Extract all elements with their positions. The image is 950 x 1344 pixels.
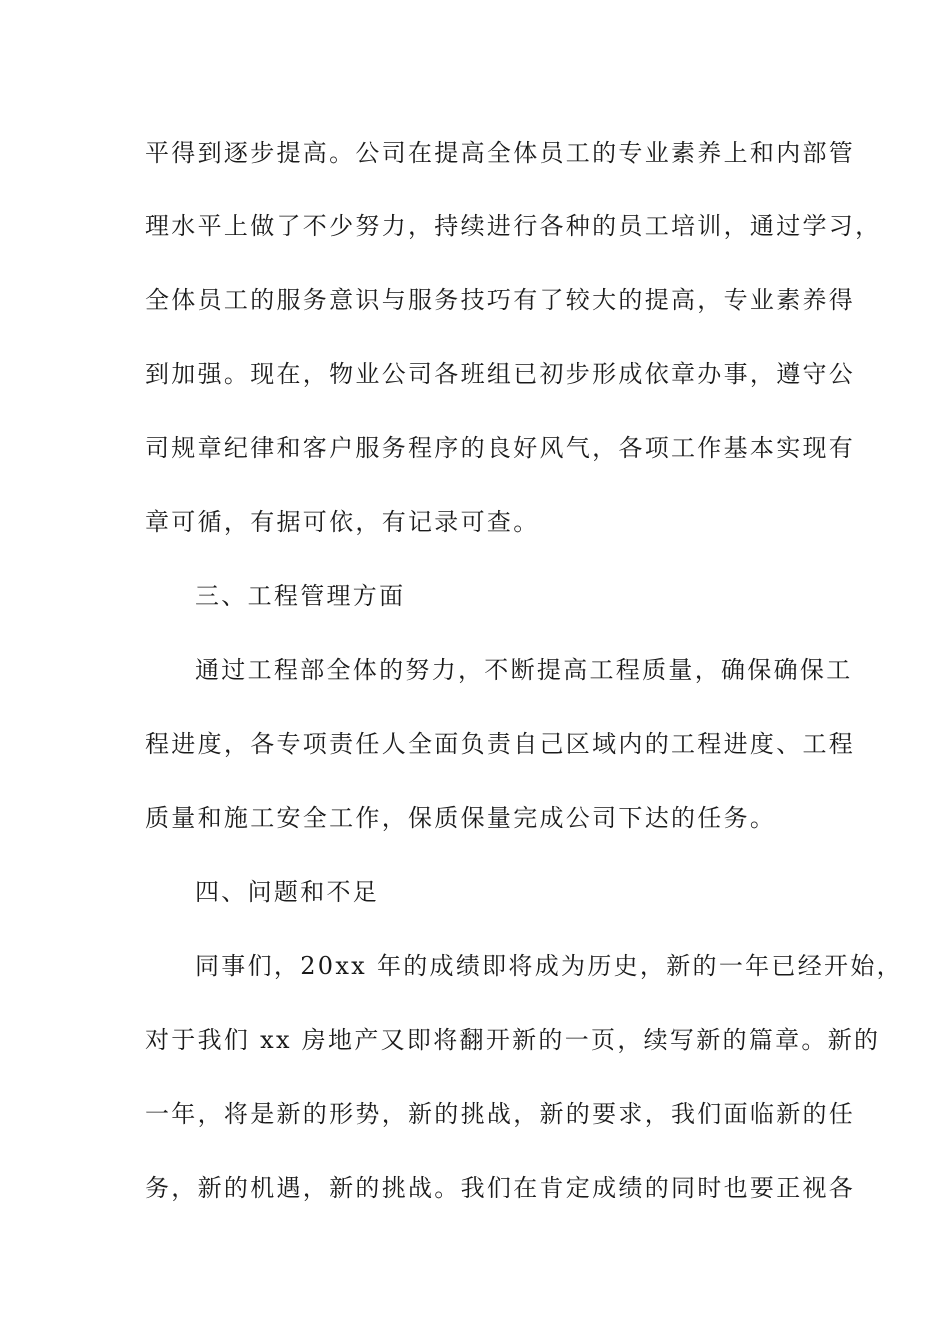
paragraph-line: 全体员工的服务意识与服务技巧有了较大的提高，专业素养得	[145, 286, 856, 314]
paragraph-line: 理水平上做了不少努力，持续进行各种的员工培训，通过学习，	[145, 212, 882, 240]
paragraph-line: 同事们，20xx 年的成绩即将成为历史，新的一年已经开始，	[195, 952, 903, 980]
paragraph-line: 一年，将是新的形势，新的挑战，新的要求，我们面临新的任	[145, 1100, 856, 1128]
paragraph-line: 程进度，各专项责任人全面负责自己区域内的工程进度、工程	[145, 730, 856, 758]
paragraph-line: 质量和施工安全工作，保质保量完成公司下达的任务。	[145, 804, 777, 832]
paragraph-line: 务，新的机遇，新的挑战。我们在肯定成绩的同时也要正视各	[145, 1174, 856, 1202]
paragraph-line: 平得到逐步提高。公司在提高全体员工的专业素养上和内部管	[145, 139, 856, 167]
section-heading-engineering: 三、工程管理方面	[195, 582, 406, 610]
paragraph-line: 通过工程部全体的努力，不断提高工程质量，确保确保工	[195, 656, 853, 684]
paragraph-line: 司规章纪律和客户服务程序的良好风气，各项工作基本实现有	[145, 434, 856, 462]
paragraph-line: 到加强。现在，物业公司各班组已初步形成依章办事，遵守公	[145, 360, 856, 388]
paragraph-line: 对于我们 xx 房地产又即将翻开新的一页，续写新的篇章。新的	[145, 1026, 881, 1054]
paragraph-line: 章可循，有据可依，有记录可查。	[145, 508, 540, 536]
section-heading-problems: 四、问题和不足	[195, 878, 380, 906]
